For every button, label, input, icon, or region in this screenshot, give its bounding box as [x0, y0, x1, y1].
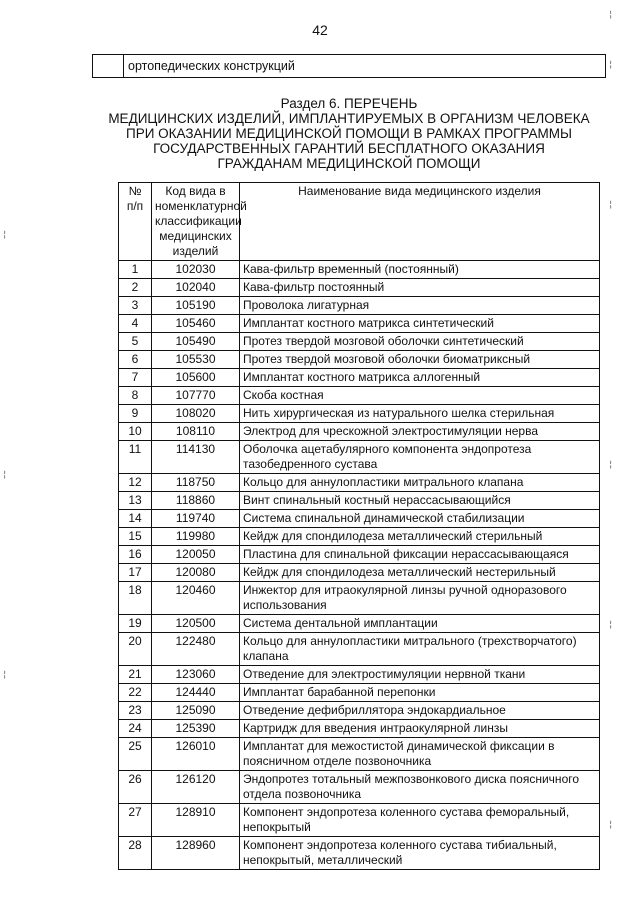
row-number-cell: 18: [119, 582, 152, 615]
row-code-cell: 108110: [152, 423, 240, 441]
row-name-cell: Компонент эндопротеза коленного сустава феморальный, непокрытый: [240, 804, 600, 837]
row-name-cell: Эндопротез тотальный межпозвонкового диска поясничного отдела позвоночника: [240, 771, 600, 804]
table-row: [119, 633, 600, 666]
row-number-cell: 25: [119, 738, 152, 771]
row-code-cell: 122480: [152, 633, 240, 666]
row-code-cell: 118750: [152, 474, 240, 492]
table-row: [119, 351, 600, 369]
row-code-cell: 105190: [152, 297, 240, 315]
row-name-cell: Картридж для введения интраокулярной линзы: [240, 720, 600, 738]
row-code-cell: 107770: [152, 387, 240, 405]
row-name-cell: Отведение для электростимуляции нервной ткани: [240, 666, 600, 684]
row-number-cell: 16: [119, 546, 152, 564]
scan-mark: ¦: [2, 470, 8, 480]
medical-devices-table: [118, 182, 600, 870]
table-row: [119, 315, 600, 333]
row-number-cell: 21: [119, 666, 152, 684]
row-number-cell: 3: [119, 297, 152, 315]
row-name-cell: Имплантат для межостистой динамической фиксации в поясничном отделе позвоночника: [240, 738, 600, 771]
section-title-line: МЕДИЦИНСКИХ ИЗДЕЛИЙ, ИМПЛАНТИРУЕМЫХ В ОРГАНИЗМ ЧЕЛОВЕКА: [108, 111, 590, 126]
scan-mark: ¦: [2, 230, 8, 240]
row-code-cell: 126120: [152, 771, 240, 804]
row-code-cell: 105600: [152, 369, 240, 387]
row-code-cell: 120050: [152, 546, 240, 564]
row-name-cell: Кава-фильтр постоянный: [240, 279, 600, 297]
table-row: [119, 837, 600, 870]
row-number-cell: 6: [119, 351, 152, 369]
row-number-cell: 11: [119, 441, 152, 474]
row-name-cell: Система спинальной динамической стабилизации: [240, 510, 600, 528]
continuation-table: [92, 54, 606, 78]
row-number-cell: 27: [119, 804, 152, 837]
table-row: [119, 279, 600, 297]
row-code-cell: 120080: [152, 564, 240, 582]
row-name-cell: Имплантат костного матрикса аллогенный: [240, 369, 600, 387]
scan-mark: ¦: [2, 670, 8, 680]
row-name-cell: Нить хирургическая из натурального шелка стерильная: [240, 405, 600, 423]
scan-mark: ¦: [608, 200, 614, 210]
row-name-cell: Оболочка ацетабулярного компонента эндопротеза тазобедренного сустава: [240, 441, 600, 474]
section-heading: [92, 96, 606, 171]
row-number-cell: 5: [119, 333, 152, 351]
row-code-cell: 119980: [152, 528, 240, 546]
scan-mark: ¦: [608, 60, 614, 70]
row-name-cell: Кольцо для аннулопластики митрального клапана: [240, 474, 600, 492]
section-title-line: ГРАЖДАНАМ МЕДИЦИНСКОЙ ПОМОЩИ: [217, 156, 481, 171]
scan-mark: ¦: [608, 460, 614, 470]
table-row: [119, 405, 600, 423]
header-name: Наименование вида медицинского изделия: [240, 183, 600, 261]
row-number-cell: 13: [119, 492, 152, 510]
table-row: [119, 666, 600, 684]
row-number-cell: 15: [119, 528, 152, 546]
row-code-cell: 118860: [152, 492, 240, 510]
row-number-cell: 28: [119, 837, 152, 870]
row-code-cell: 114130: [152, 441, 240, 474]
table-row: [119, 510, 600, 528]
row-number-cell: 22: [119, 684, 152, 702]
row-name-cell: Кава-фильтр временный (постоянный): [240, 261, 600, 279]
row-number-cell: 4: [119, 315, 152, 333]
table-row: [119, 702, 600, 720]
row-name-cell: Кольцо для аннулопластики митрального (трехстворчатого) клапана: [240, 633, 600, 666]
table-row: [119, 492, 600, 510]
table-row: [119, 546, 600, 564]
table-row: [119, 474, 600, 492]
row-name-cell: Проволока лигатурная: [240, 297, 600, 315]
table-header-row: [119, 183, 600, 261]
table-row: [119, 738, 600, 771]
continuation-number-cell: [93, 55, 124, 78]
header-code: Код вида в номенклатурной классификации медицинских изделий: [152, 183, 240, 261]
table-row: [119, 528, 600, 546]
row-number-cell: 1: [119, 261, 152, 279]
row-code-cell: 126010: [152, 738, 240, 771]
section-title-line: Раздел 6. ПЕРЕЧЕНЬ: [280, 96, 418, 111]
row-code-cell: 128910: [152, 804, 240, 837]
row-name-cell: Кейдж для спондилодеза металлический нестерильный: [240, 564, 600, 582]
table-row: [119, 564, 600, 582]
row-name-cell: Имплантат костного матрикса синтетический: [240, 315, 600, 333]
table-row: [119, 441, 600, 474]
row-code-cell: 105490: [152, 333, 240, 351]
row-code-cell: 108020: [152, 405, 240, 423]
row-number-cell: 19: [119, 615, 152, 633]
section-title-line: ПРИ ОКАЗАНИИ МЕДИЦИНСКОЙ ПОМОЩИ В РАМКАХ ПРОГРАММЫ: [126, 126, 572, 141]
row-number-cell: 10: [119, 423, 152, 441]
row-number-cell: 14: [119, 510, 152, 528]
row-name-cell: Система дентальной имплантации: [240, 615, 600, 633]
row-name-cell: Кейдж для спондилодеза металлический стерильный: [240, 528, 600, 546]
row-code-cell: 120460: [152, 582, 240, 615]
row-number-cell: 2: [119, 279, 152, 297]
scan-mark: ¦: [608, 10, 614, 20]
row-code-cell: 119740: [152, 510, 240, 528]
right-margin-scan-marks: [608, 0, 636, 905]
continuation-row: [93, 55, 606, 78]
continuation-text-cell: ортопедических конструкций: [124, 55, 606, 78]
row-code-cell: 105460: [152, 315, 240, 333]
table-row: [119, 804, 600, 837]
row-number-cell: 7: [119, 369, 152, 387]
row-code-cell: 120500: [152, 615, 240, 633]
row-name-cell: Винт спинальный костный нерассасывающийся: [240, 492, 600, 510]
header-number: № п/п: [119, 183, 152, 261]
table-row: [119, 684, 600, 702]
row-name-cell: Компонент эндопротеза коленного сустава тибиальный, непокрытый, металлический: [240, 837, 600, 870]
scan-mark: ¦: [608, 820, 614, 830]
row-code-cell: 125390: [152, 720, 240, 738]
row-code-cell: 102040: [152, 279, 240, 297]
row-number-cell: 26: [119, 771, 152, 804]
row-code-cell: 125090: [152, 702, 240, 720]
row-number-cell: 23: [119, 702, 152, 720]
row-name-cell: Пластина для спинальной фиксации нерассасывающаяся: [240, 546, 600, 564]
row-name-cell: Имплантат барабанной перепонки: [240, 684, 600, 702]
row-name-cell: Протез твердой мозговой оболочки синтетический: [240, 333, 600, 351]
row-number-cell: 12: [119, 474, 152, 492]
row-code-cell: 123060: [152, 666, 240, 684]
table-row: [119, 423, 600, 441]
table-row: [119, 261, 600, 279]
left-margin-scan-marks: [2, 0, 14, 905]
row-name-cell: Протез твердой мозговой оболочки биоматриксный: [240, 351, 600, 369]
table-row: [119, 297, 600, 315]
table-row: [119, 771, 600, 804]
table-row: [119, 387, 600, 405]
row-code-cell: 128960: [152, 837, 240, 870]
table-row: [119, 582, 600, 615]
row-number-cell: 8: [119, 387, 152, 405]
row-number-cell: 17: [119, 564, 152, 582]
table-row: [119, 720, 600, 738]
table-row: [119, 369, 600, 387]
row-number-cell: 24: [119, 720, 152, 738]
row-name-cell: Инжектор для итраокулярной линзы ручной одноразового использования: [240, 582, 600, 615]
row-code-cell: 102030: [152, 261, 240, 279]
row-name-cell: Отведение дефибриллятора эндокардиальное: [240, 702, 600, 720]
row-name-cell: Скоба костная: [240, 387, 600, 405]
row-number-cell: 9: [119, 405, 152, 423]
row-code-cell: 124440: [152, 684, 240, 702]
page-number: 42: [312, 22, 328, 38]
table-row: [119, 615, 600, 633]
row-number-cell: 20: [119, 633, 152, 666]
section-title-line: ГОСУДАРСТВЕННЫХ ГАРАНТИЙ БЕСПЛАТНОГО ОКАЗАНИЯ: [153, 141, 545, 156]
scan-mark: ¦: [608, 620, 614, 630]
table-row: [119, 333, 600, 351]
row-name-cell: Электрод для чрескожной электростимуляции нерва: [240, 423, 600, 441]
row-code-cell: 105530: [152, 351, 240, 369]
